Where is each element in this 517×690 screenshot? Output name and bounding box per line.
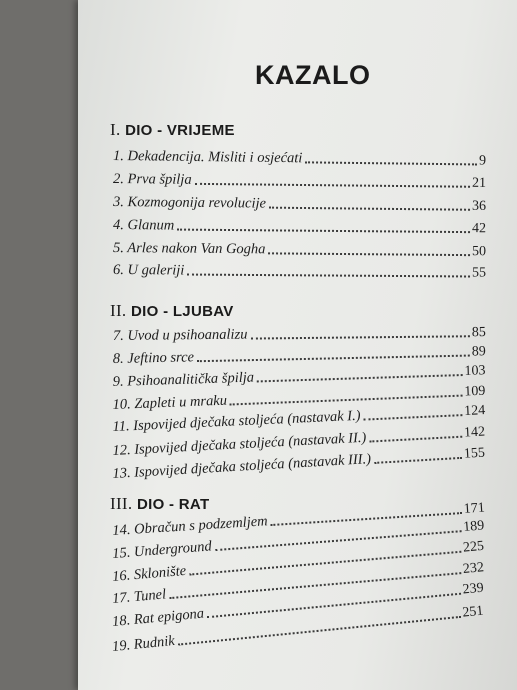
entry-page: 232: [462, 560, 485, 577]
entry-title: 3. Kozmogonija revolucije: [113, 194, 267, 212]
entry-title: 18. Rat epigona: [111, 605, 205, 631]
entry-page: 225: [462, 538, 485, 556]
entry-title: 2. Prva špilja: [113, 171, 192, 188]
dot-leader: [187, 274, 470, 278]
part-heading-1: [110, 120, 235, 140]
part-heading-3: [110, 494, 209, 514]
entry-page: 239: [462, 580, 485, 598]
entry-page: 89: [471, 344, 486, 360]
entry-title: 12. Ispovijed dječaka stoljeća (nastavak II.): [112, 429, 367, 460]
toc-entry: [113, 191, 486, 215]
toc-entry: [113, 214, 486, 237]
entry-page: 109: [464, 383, 486, 400]
dot-leader: [364, 414, 463, 420]
entry-title: 14. Obračun s podzemljem: [111, 513, 269, 540]
dot-leader: [268, 252, 470, 256]
entry-page: 21: [471, 175, 487, 191]
entry-title: 11. Ispovijed dječaka stoljeća (nastavak I.): [112, 407, 361, 436]
dot-leader: [374, 457, 462, 464]
entry-page: 85: [471, 325, 486, 341]
entry-page: 50: [471, 244, 487, 260]
entry-page: 55: [471, 265, 487, 281]
entry-title: 7. Uvod u psihoanalizu: [112, 326, 248, 345]
entry-title: 10. Zapleti u mraku: [112, 392, 228, 414]
part-heading-2: [110, 301, 234, 321]
entry-page: 155: [463, 445, 486, 462]
entry-title: 4. Glanum: [113, 217, 175, 234]
part-title: DIO - VRIJEME: [125, 122, 235, 139]
entry-title: 9. Psihoanalitička špilja: [112, 369, 255, 391]
entry-page: 142: [463, 424, 486, 441]
entry-title: 13. Ispovijed dječaka stoljeća (nastavak III.): [112, 451, 372, 483]
entry-title: 8. Jeftino srce: [112, 349, 195, 368]
entry-title: 1. Dekadencija. Misliti i osjećati: [113, 148, 303, 167]
toc-entry: [113, 237, 486, 260]
entry-page: 9: [478, 153, 487, 169]
page-title: KAZALO: [255, 60, 371, 90]
toc-entry: [113, 259, 486, 282]
entry-title: 6. U galeriji: [113, 262, 185, 279]
part-title: DIO - RAT: [137, 496, 210, 513]
entry-page: 36: [471, 198, 487, 214]
part-number: I.: [110, 120, 121, 139]
part-number: II.: [110, 301, 127, 320]
entry-page: 189: [462, 518, 485, 535]
entry-title: 19. Rudnik: [111, 632, 176, 656]
part-title: DIO - LJUBAV: [131, 303, 234, 320]
entry-page: 171: [463, 500, 486, 517]
dot-leader: [305, 161, 477, 165]
toc-entry: [113, 168, 486, 192]
entry-title: 5. Arles nakon Van Gogha: [113, 240, 266, 258]
entry-title: 15. Underground: [111, 538, 213, 563]
dot-leader: [269, 207, 470, 211]
dot-leader: [177, 229, 470, 234]
part-number: III.: [110, 494, 133, 513]
entry-title: 16. Sklonište: [111, 562, 187, 586]
entry-title: 17. Tunel: [111, 586, 167, 608]
entry-page: 251: [461, 603, 485, 621]
dot-leader: [250, 335, 469, 339]
entry-page: 103: [464, 363, 486, 379]
entry-page: 42: [471, 221, 487, 237]
dot-leader: [195, 183, 470, 188]
entry-page: 124: [463, 403, 486, 420]
dot-leader: [369, 436, 462, 443]
